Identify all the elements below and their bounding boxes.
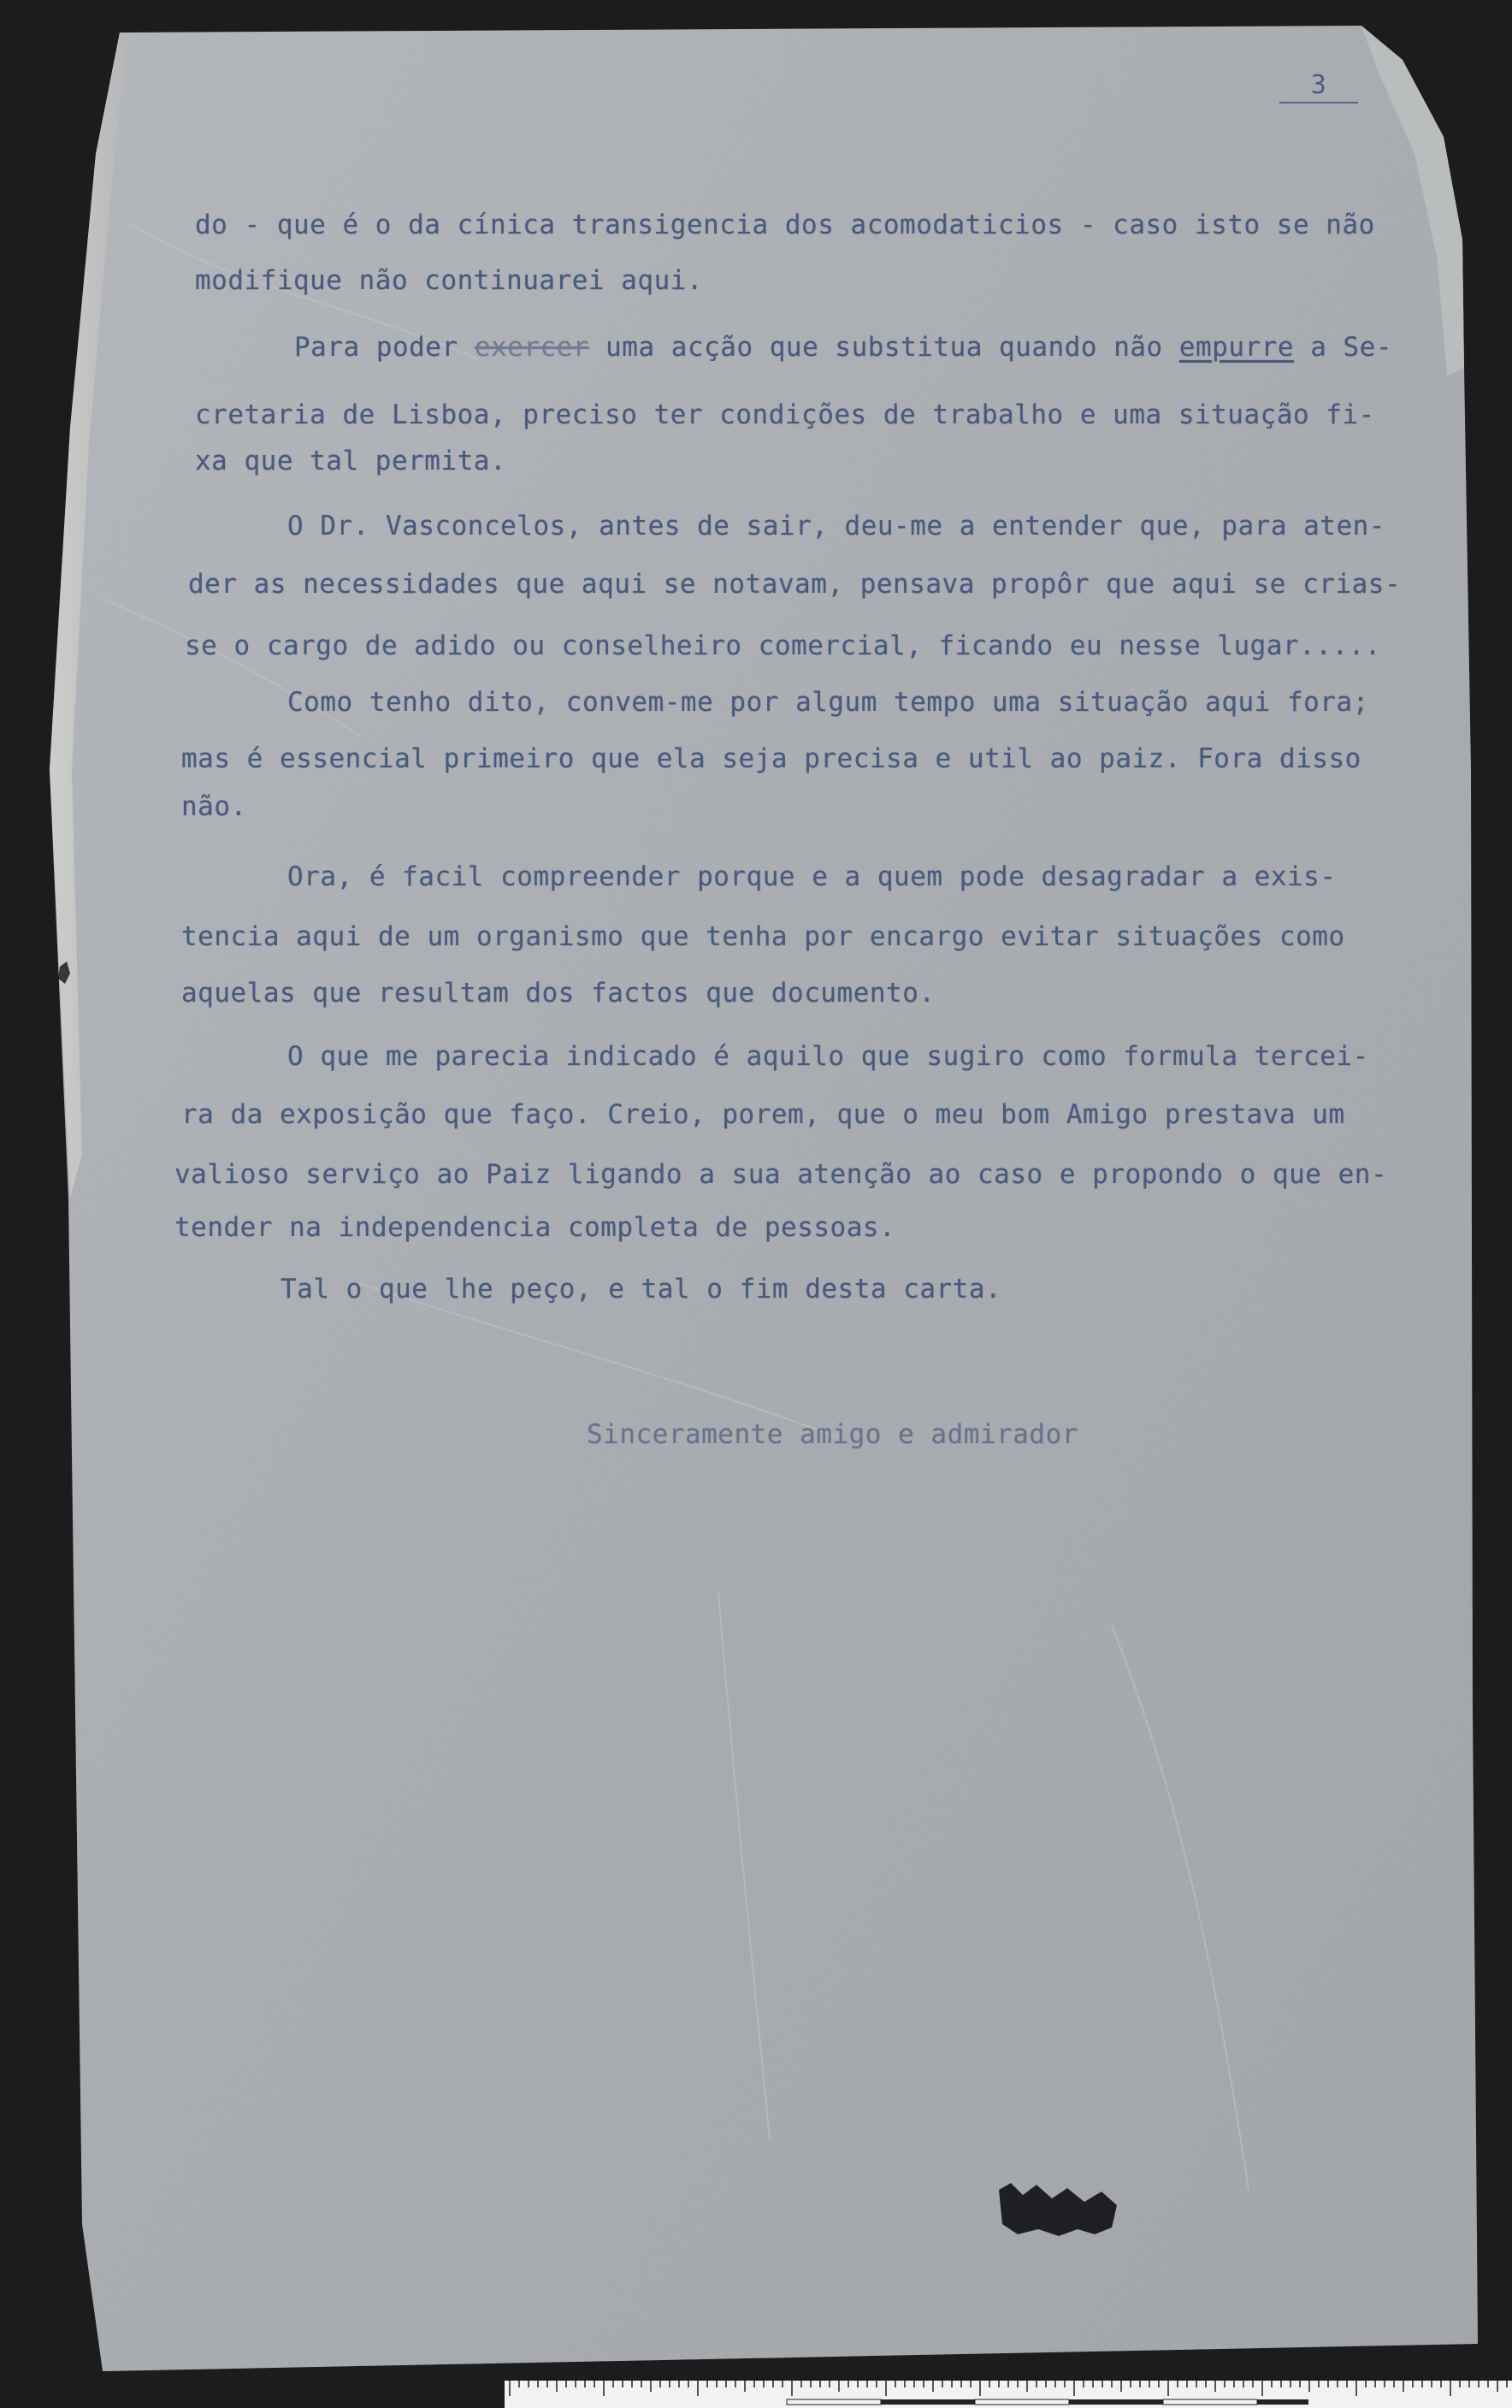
text-fragment [1294,332,1310,363]
text-line: Como tenho dito, convem-me por algum tempo uma situação aqui fora; [287,687,1369,718]
text-line: Ora, é facil compreender porque e a quem pode desagradar a exis- [287,861,1337,892]
text-line: tencia aqui de um organismo que tenha por encargo evitar situações como [181,921,1345,952]
text-line: aquelas que resultam dos factos que documento. [181,978,936,1009]
text-fragment: a Se- [1310,332,1393,363]
emphasis-word: empurre [1178,332,1295,363]
ruler-scale-segment [975,2399,1069,2405]
text-line: se o cargo de adido ou conselheiro comercial, ficando eu nesse lugar..... [185,630,1381,661]
text-line: O que me parecia indicado é aquilo que sugiro como formula tercei- [287,1041,1369,1072]
ruler-scale-segment [1163,2399,1257,2405]
text-line: tender na independencia completa de pessoas. [174,1212,896,1243]
text-line: valioso serviço ao Paiz ligando a sua atenção ao caso e propondo o que en- [174,1159,1388,1190]
text-line: ra da exposição que faço. Creio, porem, que o meu bom Amigo prestava um [181,1099,1345,1130]
text-line: não. [181,791,247,822]
text-fragment: uma acção que substitua quando não [588,332,1179,363]
text-line [294,334,1392,361]
struck-word: exercer [474,332,589,363]
text-fragment: Para poder [294,332,475,363]
text-line: mas é essencial primeiro que ela seja precisa e util ao paiz. Fora disso [181,743,1361,774]
text-line: cretaria de Lisboa, preciso ter condições de trabalho e uma situação fi- [195,399,1375,430]
text-line: modifique não continuarei aqui. [195,265,704,296]
text-line: O Dr. Vasconcelos, antes de sair, deu-me a entender que, para aten- [287,511,1385,541]
text-line: do - que é o da cínica transigencia dos acomodaticios - caso isto se não [195,210,1375,240]
text-line: xa que tal permita. [195,446,507,476]
ruler-scale-segment [787,2399,881,2405]
scale-ruler [505,2381,1512,2408]
text-line: Tal o que lhe peço, e tal o fim desta carta. [281,1274,1002,1305]
text-line: der as necessidades que aqui se notavam, pensava propôr que aqui se crias- [188,569,1402,600]
page-number: 3 [1279,70,1358,104]
closing-line: Sinceramente amigo e admirador [587,1419,1078,1450]
